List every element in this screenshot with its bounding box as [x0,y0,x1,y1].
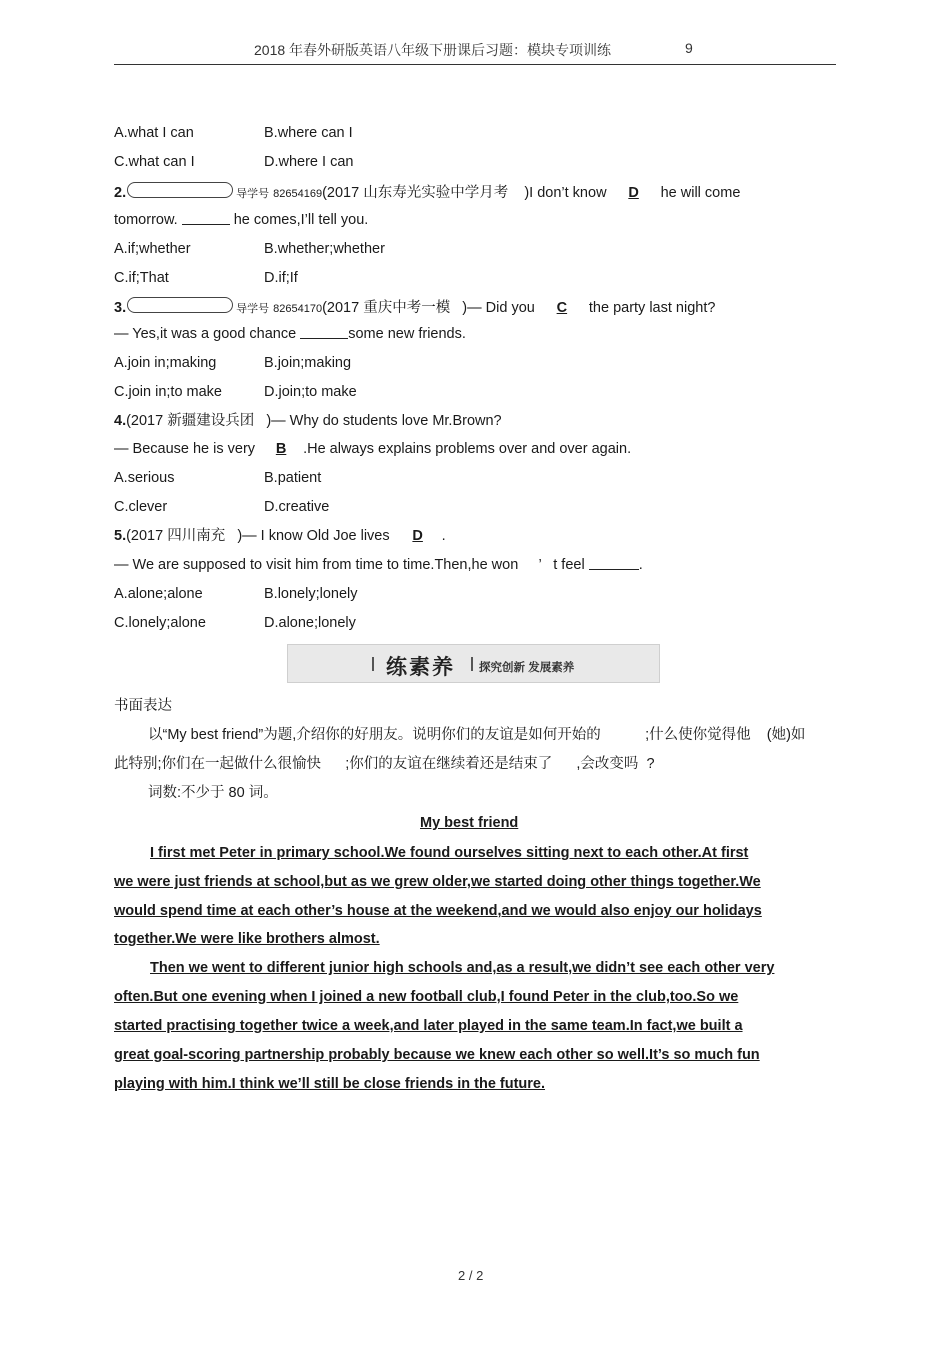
empty-blank [182,212,230,225]
q5-stem-line2 [114,556,643,574]
q2-stem-line2 [114,211,368,229]
answer-blank: D [412,528,423,544]
q1-option-d: D.where I can [264,154,354,170]
q1-option-a: A.what I can [114,125,194,141]
guide-id: 82654169 [273,188,323,200]
essay-line: Then we went to different junior high schools and,as a result,we didn’t see each other very [150,960,775,976]
q2-option-d: D.if;If [264,270,298,286]
question-text-after: he will come [660,185,741,201]
q2-option-b: B.whether;whether [264,241,385,257]
q5-option-c: C.lonely;alone [114,615,206,631]
question-source: (2017 新疆建设兵团 [126,413,255,429]
question-text: tomorrow. [114,212,178,228]
q1-option-c: C.what can I [114,154,195,170]
question-text: )I don’t know [524,185,607,201]
page-footer: 2 / 2 [458,1268,484,1283]
q3-option-c: C.join in;to make [114,384,222,400]
guide-label: 导学号 [236,303,270,315]
question-number: 4. [114,413,127,429]
q3-stem [114,297,715,318]
q5-stem [114,527,446,545]
essay-line: started practising together twice a week,and later played in the same team.In fact,we built a [114,1018,743,1034]
question-text: some new friends. [348,326,466,342]
apostrophe: ’ [538,557,542,573]
question-text: )— Did you [462,300,535,316]
question-text-after: . [441,528,446,544]
q4-option-b: B.patient [264,470,322,486]
question-text: he comes,I’ll tell you. [233,212,369,228]
question-text: )— Why do students love Mr.Brown? [266,413,502,429]
question-number: 5. [114,528,127,544]
banner-title: 练素养 [386,656,455,679]
guide-id: 82654170 [273,303,323,315]
q5-option-a: A.alone;alone [114,586,203,602]
essay-line: often.But one evening when I joined a new football club,I found Peter in the club,too.So we [114,989,739,1005]
section-banner [287,644,660,683]
question-text: — Yes,it was a good chance [114,326,297,342]
question-text: — We are supposed to visit him from time to time.Then,he won [114,557,519,573]
question-text: . [638,557,643,573]
question-source: (2017 重庆中考一模 [322,300,451,316]
essay-line: we were just friends at school,but as we grew older,we started doing other things together.We [114,874,761,890]
q5-option-d: D.alone;lonely [264,615,356,631]
guide-box [127,297,233,313]
prompt-text: ;什么使你觉得他 [645,727,751,743]
essay-title: My best friend [420,815,519,831]
q1-option-b: B.where can I [264,125,353,141]
essay-line: together.We were like brothers almost. [114,931,380,947]
q4-option-c: C.clever [114,499,168,515]
q4-option-d: D.creative [264,499,330,515]
question-number: 3. [114,300,127,316]
answer-blank: B [275,441,287,457]
page-header [114,38,836,65]
q4-stem [114,412,502,430]
prompt-text: ;你们在一起做什么很愉快 [157,756,322,772]
q4-option-a: A.serious [114,470,175,486]
writing-heading: 书面表达 [114,698,172,714]
essay-line: I first met Peter in primary school.We found ourselves sitting next to each other.At first [150,845,749,861]
question-source: (2017 山东寿光实验中学月考 [322,185,509,201]
word-count: 词数:不少于 80 词。 [148,785,278,801]
q2-stem [114,182,740,203]
writing-prompt-line2 [114,755,655,773]
question-text: t feel [553,557,585,573]
header-title: 2018 年春外研版英语八年级下册课后习题：模块专项训练 [254,42,612,58]
question-text: .He always explains problems over and over again. [303,441,632,457]
prompt-text: ? [646,756,655,772]
q3-option-a: A.join in;making [114,355,217,371]
answer-blank: C [556,300,568,316]
essay-line: would spend time at each other’s house at the weekend,and we would also enjoy our holidays [114,903,762,919]
q3-option-b: B.join;making [264,355,352,371]
question-text: — Because he is very [114,441,256,457]
answer-blank: D [628,185,639,201]
banner-divider [471,657,473,671]
q2-option-c: C.if;That [114,270,169,286]
empty-blank [300,326,348,339]
empty-blank [589,557,639,570]
question-source: (2017 四川南充 [126,528,226,544]
question-text-after: the party last night? [588,300,716,316]
q3-option-d: D.join;to make [264,384,357,400]
prompt-text: ,会改变吗 [576,756,639,772]
prompt-text: (她)如 [766,727,806,743]
essay-line: playing with him.I think we’ll still be close friends in the future. [114,1076,546,1092]
banner-divider [372,657,374,671]
q5-option-b: B.lonely;lonely [264,586,358,602]
prompt-text: 以“My best friend”为题,介绍你的好朋友。说明你们的友谊是如何开始的 [148,727,601,743]
prompt-text: ;你们的友谊在继续着还是结束了 [345,756,553,772]
essay-line: great goal-scoring partnership probably because we knew each other so well.It’s so much fun [114,1047,760,1063]
guide-box [127,182,233,198]
q2-option-a: A.if;whether [114,241,191,257]
header-page-number: 9 [685,40,693,56]
guide-label: 导学号 [236,188,270,200]
q4-stem-line2 [114,440,631,458]
banner-subtitle: 探究创新 发展素养 [479,662,575,674]
q3-stem-line2 [114,325,466,343]
writing-prompt-line1 [148,726,805,744]
question-text: )— I know Old Joe lives [237,528,390,544]
question-number: 2. [114,185,127,201]
prompt-text: 此特别 [114,756,158,772]
